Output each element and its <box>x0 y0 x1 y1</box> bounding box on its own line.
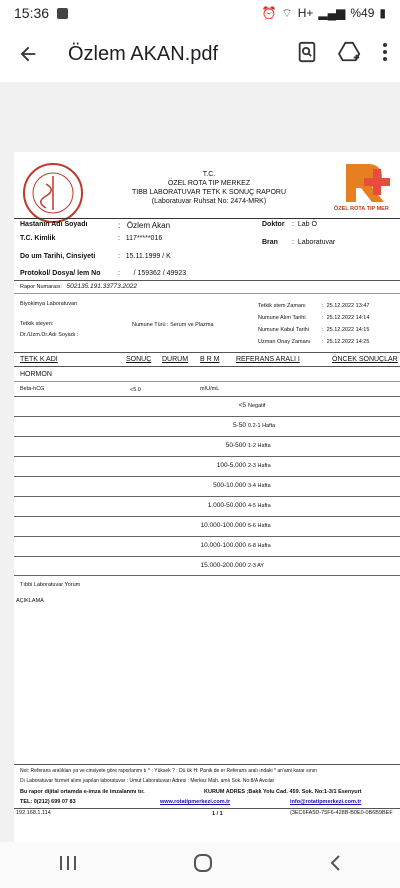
report-number: Rapor Numarası: 502135.191.33773.2022 <box>20 283 137 290</box>
header-divider <box>14 218 400 219</box>
time-value-2: : 25.12.2022 14:15 <box>322 327 370 333</box>
page-indicator: 1 / 1 <box>212 811 223 817</box>
status-bar <box>0 0 400 26</box>
ref-row-5: 1.000-50.000 4-5 Hafta <box>14 496 400 516</box>
chevron-left-icon <box>329 854 341 872</box>
ref-row-1: 5-50 0.2-1 Hafta <box>14 416 400 436</box>
header-bottom-divider <box>14 366 400 367</box>
home-icon <box>194 854 212 872</box>
rota-logo-icon <box>334 160 400 204</box>
brand-logo <box>334 160 400 216</box>
footer-bottom-divider <box>14 808 400 809</box>
section-divider <box>14 381 400 382</box>
footer-address: KURUM ADRES ;Bakk Yolu Cad. 459. Sok. No:1-3/1 Esenyurt <box>204 789 362 795</box>
col-previous: ÖNCEK SONUÇLAR <box>332 356 398 363</box>
branch-label: Bran <box>262 239 278 246</box>
patient-name-label: Hastanın Adı Soyadı <box>20 221 88 228</box>
section-hormon: HORMON <box>20 371 52 378</box>
notification-icon <box>57 8 68 19</box>
email-link[interactable]: info@rotatipmerkezi.com.tr <box>290 799 362 805</box>
header-license: (Laboratuvar Ruhsat No: 2474-MRK) <box>151 198 267 205</box>
time-label-1: Numune Alım Tarihi <box>258 315 306 321</box>
pdf-viewer[interactable] <box>0 82 400 842</box>
lab-name: Biyokimya Laboratuvarı <box>20 301 78 307</box>
more-vert-icon <box>382 42 388 62</box>
back-button[interactable] <box>12 38 44 70</box>
wifi-icon: ⌔ <box>281 5 293 20</box>
time-value-1: : 25.12.2022 14:14 <box>322 315 370 321</box>
system-nav-bar <box>0 842 400 888</box>
ref-row-0: <5 Negatif <box>14 396 400 416</box>
status-time: 15:36 <box>14 5 50 21</box>
system-back-button[interactable] <box>329 854 341 877</box>
doctor-name-label: Dr./Uzm.Dr.Adı Soyadı : <box>20 332 79 338</box>
time-label-3: Uzman Onay Zamanı <box>258 339 311 345</box>
ministry-logo-icon <box>22 162 84 224</box>
doc-search-icon <box>296 41 318 63</box>
footer-lab-line: Dı Laboratuvar hizmet alımı yapılan laboratuvar : Umut Laboratuvarı Adresi : Merkez Mah. amlı Sok. No:8/A Avcılar <box>20 778 275 784</box>
col-status: DURUM <box>162 356 189 363</box>
time-value-0: : 25.12.2022 13:47 <box>322 303 370 309</box>
col-reference: REFERANS ARALI I <box>236 356 300 363</box>
header-tc: T.C. <box>202 171 216 178</box>
website-link[interactable]: www.rotatipmerkezi.com.tr <box>160 799 231 805</box>
col-result: SONUÇ <box>126 356 152 363</box>
time-label-2: Numune Kabul Tarihi <box>258 327 309 333</box>
requester-label: Tetkik steyen: <box>20 321 54 327</box>
footer-ip: 192.168.1.114 <box>16 810 51 816</box>
time-label-0: Tetkik stem Zamanı <box>258 303 306 309</box>
footer-hash: (3EC6FA5D-75F6-428B-B0E0-0B6B9BEF <box>290 810 393 816</box>
ref-row-6: 10.000-100.000 5-6 Hafta <box>14 516 400 536</box>
col-test-name: TETK K ADI <box>20 356 58 363</box>
recents-button[interactable] <box>59 855 77 876</box>
arrow-back-icon <box>17 43 39 65</box>
col-unit: B R M <box>200 356 220 363</box>
signal-icon: ▂▄▆ <box>318 6 346 20</box>
header-report-title: TIBB LABORATUVAR TETK K SONUÇ RAPORU <box>131 189 287 196</box>
drive-add-icon <box>338 41 362 63</box>
ref-row-8: 15.000-200.000 2-3 AY <box>14 556 400 576</box>
time-value-3: : 25.12.2022 14:25 <box>322 339 370 345</box>
home-button[interactable] <box>194 854 212 877</box>
patient-divider <box>14 280 400 281</box>
app-bar <box>0 26 400 82</box>
add-to-drive-button[interactable] <box>338 41 362 68</box>
document-title: Özlem AKAN.pdf <box>68 42 219 65</box>
comment-label: Tıbbi Laboratuvar Yorum <box>20 582 81 588</box>
footer-note: Not: Referans aralıkları ya ve cinsiyete göre raporlanmı tı ^ : Yüksek ? : Dü ük H: Panik de er Referans aralı ındaki * an'ami karar sınırı <box>20 768 318 774</box>
test-result: <5.0 <box>130 387 141 393</box>
battery-icon: ▮ <box>379 6 386 20</box>
ref-row-4: 500-10.000 3-4 Hafta <box>14 476 400 496</box>
tc-value: : 117*****016 <box>118 235 163 242</box>
report-header <box>94 170 324 206</box>
dob-label: Do um Tarihi, Cinsiyeti <box>20 253 96 260</box>
protocol-label: Protokol/ Dosya/ lem No <box>20 270 101 277</box>
patient-name-value: : Özlem Akan <box>118 221 171 230</box>
header-hospital: ÖZEL ROTA TIP MERKEZ <box>167 180 251 187</box>
footer-signed: Bu rapor dijital ortamda e-imza ile imzalanmı tır. <box>20 789 145 795</box>
battery-percent: %49 <box>350 6 375 20</box>
brand-name: ÖZEL ROTA TIP MER <box>334 206 389 212</box>
ref-row-3: 100-5.000 2-3 Hafta <box>14 456 400 476</box>
signal-label: H+ <box>297 6 314 20</box>
pdf-page <box>14 152 400 852</box>
footer-top-divider <box>14 764 400 765</box>
branch-value: : Laboratuvar <box>292 239 336 246</box>
protocol-value: : / 159362 / 49923 <box>118 270 187 277</box>
dob-value: : 15.11.1999 / K <box>118 253 171 260</box>
test-name: Beta-hCG <box>20 386 45 392</box>
ref-row-7: 10.000-100.000 6-8 Hafta <box>14 536 400 556</box>
sample-type: Numune Türü : Serum ve Plazma <box>132 322 214 328</box>
alarm-icon: ⏰ <box>261 6 277 20</box>
doctor-label: Doktor <box>262 221 285 228</box>
report-number-divider <box>14 293 400 294</box>
recents-icon <box>59 855 77 871</box>
note-label: AÇIKLAMA <box>16 598 44 604</box>
ref-row-2: 50-500 1-2 Hafta <box>14 436 400 456</box>
test-unit: mIU/mL <box>200 386 220 392</box>
tc-label: T.C. Kimlik <box>20 235 56 242</box>
footer-tel: TEL: 0(212) 699 07 83 <box>20 799 76 805</box>
search-in-document-button[interactable] <box>296 41 318 68</box>
times-divider <box>14 352 400 353</box>
doctor-value: : Lab Ö <box>292 221 317 228</box>
more-options-button[interactable] <box>382 42 388 67</box>
